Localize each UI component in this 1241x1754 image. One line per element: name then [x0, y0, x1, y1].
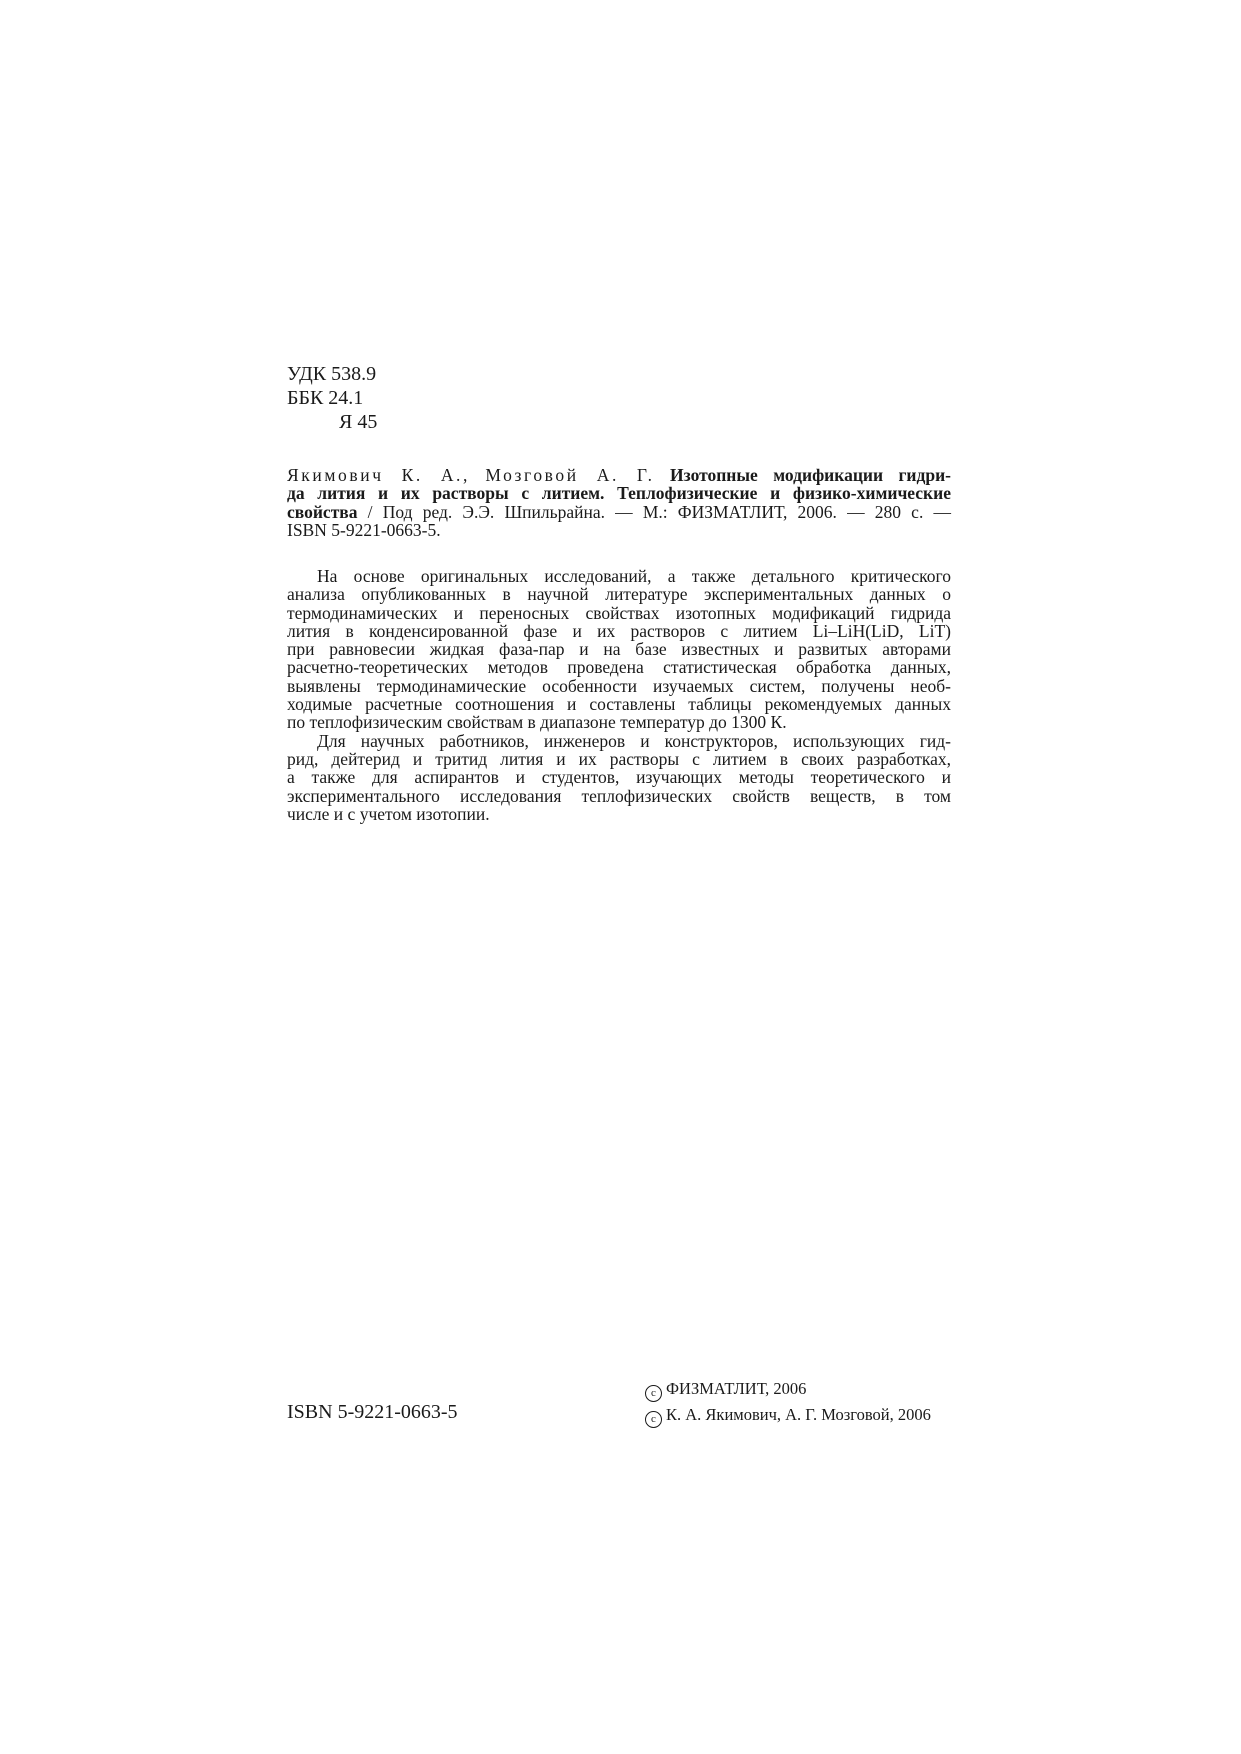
annotation-line: числе и с учетом изотопии.: [287, 803, 490, 824]
annotation: [287, 567, 951, 823]
biblio-line-3: [287, 503, 951, 521]
annotation-line: расчетно-теоретических методов проведена статистическая обработка данных,: [287, 657, 951, 678]
annotation-line: выявлены термодинамические особенности изучаемых систем, получены необ-: [287, 675, 951, 696]
book-title-part-3: свойства: [287, 501, 358, 522]
annotation-line: На основе оригинальных исследований, а также детального критического: [317, 566, 951, 586]
annotation-paragraph-2: [287, 732, 951, 823]
annotation-line: а также для аспирантов и студентов, изучающих методы теоретического и: [287, 767, 951, 788]
bbk-code: ББК 24.1: [287, 387, 364, 409]
annotation-line: термодинамических и переносных свойствах изотопных модификаций гидрида: [287, 602, 951, 623]
copyright-publisher-text: ФИЗМАТЛИТ, 2006: [666, 1379, 807, 1398]
authors-part-2: Мозговой А. Г.: [485, 465, 655, 485]
isbn-footer: ISBN 5-9221-0663-5: [287, 1401, 458, 1423]
annotation-line: лития в конденсированной фазе и их растворов с литием Li–LiH(LiD, LiT): [287, 620, 951, 641]
copyright-authors: [645, 1402, 931, 1428]
copyright-authors-text: К. А. Якимович, А. Г. Мозговой, 2006: [666, 1405, 931, 1424]
annotation-line: при равновесии жидкая фаза-пар и на базе известных и развитых авторами: [287, 639, 951, 660]
biblio-line-1: [287, 466, 951, 484]
bibliographic-description: [287, 466, 951, 539]
author-mark: Я 45: [339, 411, 378, 433]
annotation-line: рид, дейтерид и тритид лития и их растворы с литием в своих разработках,: [287, 748, 951, 769]
authors-part-1: Якимович К. А.,: [287, 465, 471, 485]
udk-code: УДК 538.9: [287, 363, 377, 385]
publication-info: / Под ред. Э.Э. Шпильрайна. — М.: ФИЗМАТЛИТ, 2006. — 280 с. —: [357, 501, 951, 522]
annotation-line: по теплофизическим свойствам в диапазоне температур до 1300 К.: [287, 712, 787, 733]
copyright-publisher: [645, 1376, 931, 1402]
copyright-icon: c: [645, 1385, 662, 1402]
biblio-isbn-line: ISBN 5-9221-0663-5.: [287, 519, 441, 540]
annotation-line: экспериментального исследования теплофизических свойств веществ, в том: [287, 785, 951, 806]
copyright-block: [645, 1376, 931, 1428]
annotation-line: анализа опубликованных в научной литературе экспериментальных данных о: [287, 584, 951, 605]
book-title-part-1: Изотопные модификации гидри-: [670, 465, 951, 485]
biblio-line-2: [287, 484, 951, 502]
annotation-line: ходимые расчетные соотношения и составлены таблицы рекомендуемых данных: [287, 694, 951, 715]
copyright-icon: c: [645, 1411, 662, 1428]
annotation-paragraph-1: [287, 567, 951, 732]
book-title-part-2: да лития и их растворы с литием. Теплофизические и физико-химические: [287, 483, 951, 504]
annotation-line: Для научных работников, инженеров и конструкторов, использующих гид-: [317, 730, 951, 751]
classification-codes: [287, 362, 377, 434]
